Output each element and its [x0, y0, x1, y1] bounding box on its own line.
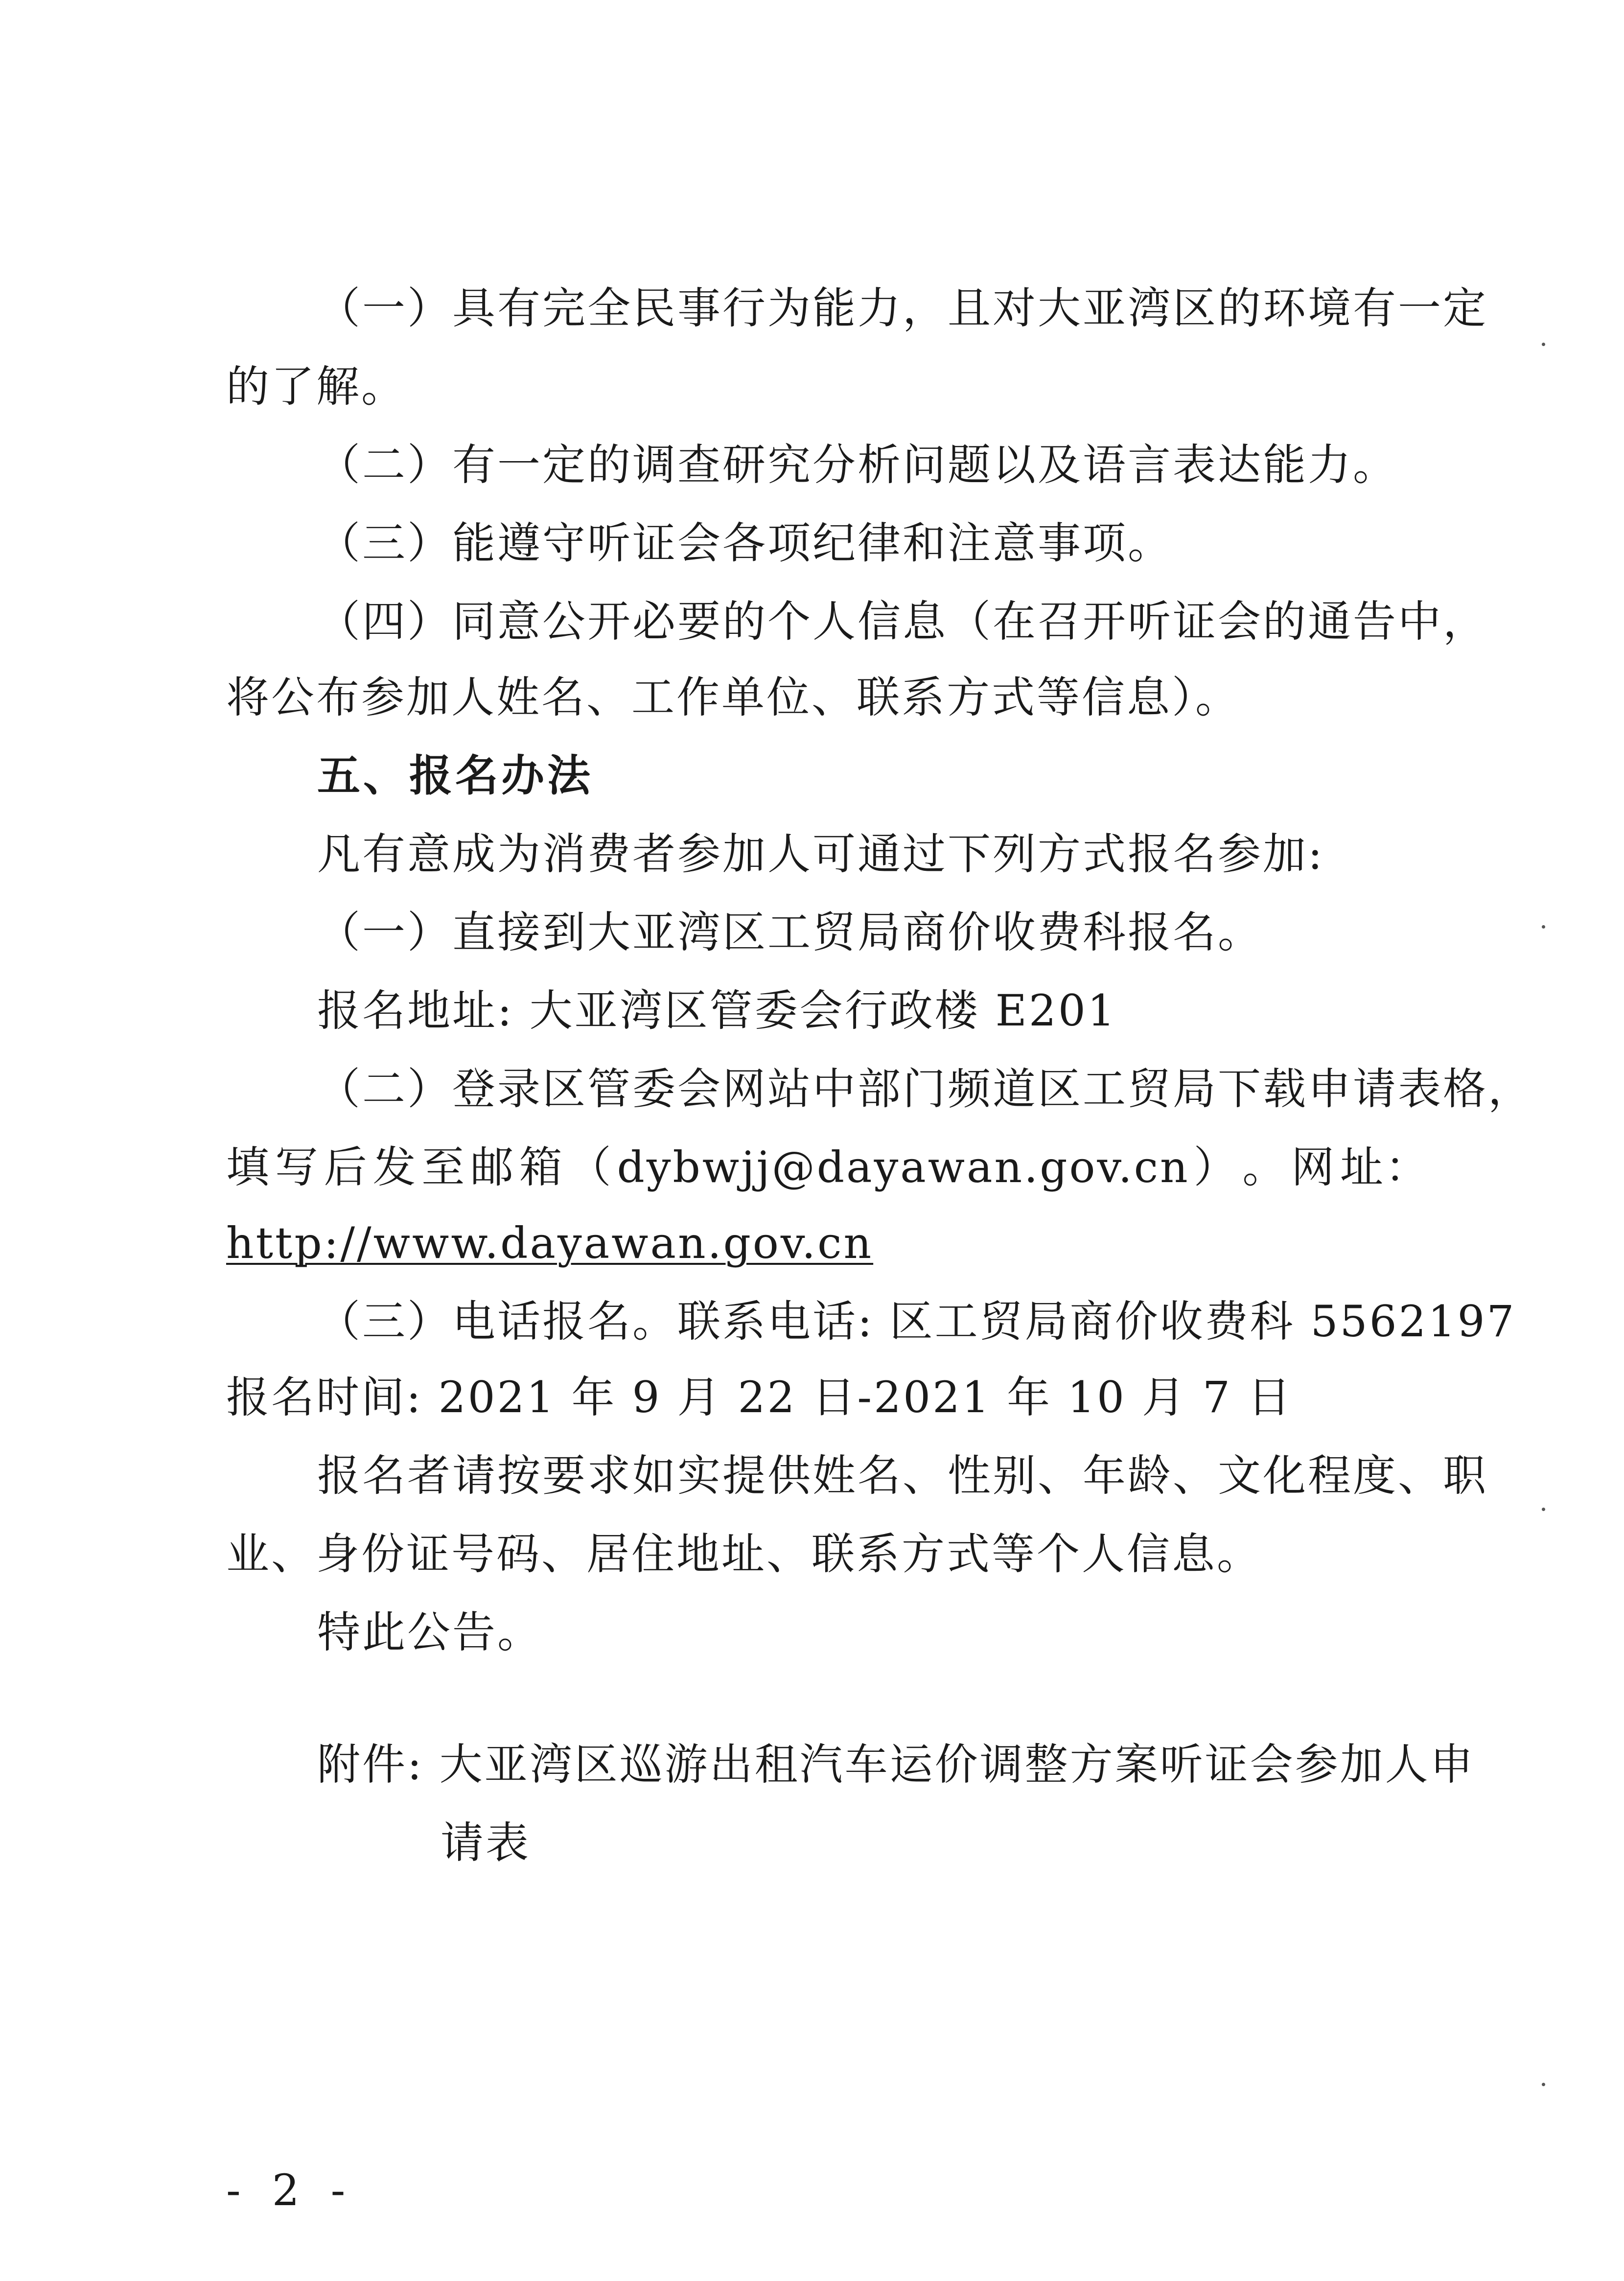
requirement-1-line-1: （一）具有完全民事行为能力，且对大亚湾区的环境有一定	[317, 283, 1488, 333]
registration-address: 报名地址: 大亚湾区管委会行政楼 E201	[317, 985, 1117, 1036]
method-2-char: 邮	[470, 1142, 516, 1192]
requirement-4-line-2: 将公布参加人姓名、工作单位、联系方式等信息）。	[226, 672, 1241, 722]
scan-speck	[1542, 2083, 1545, 2086]
scan-speck	[1542, 343, 1545, 346]
method-2-char: 址：	[1340, 1142, 1430, 1192]
method-2-char: 填	[226, 1142, 272, 1192]
website-link[interactable]: http://www.dayawan.gov.cn	[226, 1218, 874, 1268]
requirement-1-line-2: 的了解。	[226, 361, 407, 412]
method-2-char: （	[568, 1142, 613, 1192]
attachment-line-1: 附件: 大亚湾区巡游出租汽车运价调整方案听证会参加人申	[317, 1739, 1475, 1790]
method-2-char: 写	[275, 1142, 320, 1192]
scan-speck	[1542, 1508, 1545, 1511]
method-1: （一）直接到大亚湾区工贸局商价收费科报名。	[317, 907, 1263, 957]
registration-time: 报名时间: 2021 年 9 月 22 日-2021 年 10 月 7 日	[226, 1372, 1293, 1422]
page-number: - 2 -	[226, 2165, 354, 2215]
requirement-4-line-1: （四）同意公开必要的个人信息（在召开听证会的通告中，	[317, 596, 1488, 647]
method-3: （三）电话报名。联系电话: 区工贸局商价收费科 5562197	[317, 1296, 1516, 1347]
requirement-2: （二）有一定的调查研究分析问题以及语言表达能力。	[317, 440, 1398, 490]
info-requirements-line-1: 报名者请按要求如实提供姓名、性别、年龄、文化程度、职	[317, 1450, 1488, 1501]
requirement-3: （三）能遵守听证会各项纪律和注意事项。	[317, 518, 1173, 568]
method-2-char: 网	[1291, 1142, 1337, 1192]
method-2-char: 至	[421, 1142, 467, 1192]
method-2-line-1: （二）登录区管委会网站中部门频道区工贸局下载申请表格，	[317, 1064, 1533, 1114]
method-2-char: 箱	[519, 1142, 564, 1192]
method-2-char: ）	[1193, 1142, 1239, 1192]
method-2-line-2	[226, 1140, 1430, 1194]
method-2-char: 后	[324, 1142, 369, 1192]
email-address[interactable]: dybwjj@dayawan.gov.cn	[617, 1142, 1190, 1192]
scan-speck	[1542, 925, 1545, 929]
method-2-char: 发	[372, 1142, 418, 1192]
info-requirements-line-2: 业、身份证号码、居住地址、联系方式等个人信息。	[226, 1529, 1262, 1579]
section-heading: 五、报名办法	[317, 750, 594, 801]
registration-intro: 凡有意成为消费者参加人可通过下列方式报名参加:	[317, 829, 1324, 879]
attachment-line-2: 请表	[441, 1817, 531, 1868]
method-2-char: 。	[1242, 1142, 1288, 1192]
closing-statement: 特此公告。	[317, 1607, 543, 1657]
